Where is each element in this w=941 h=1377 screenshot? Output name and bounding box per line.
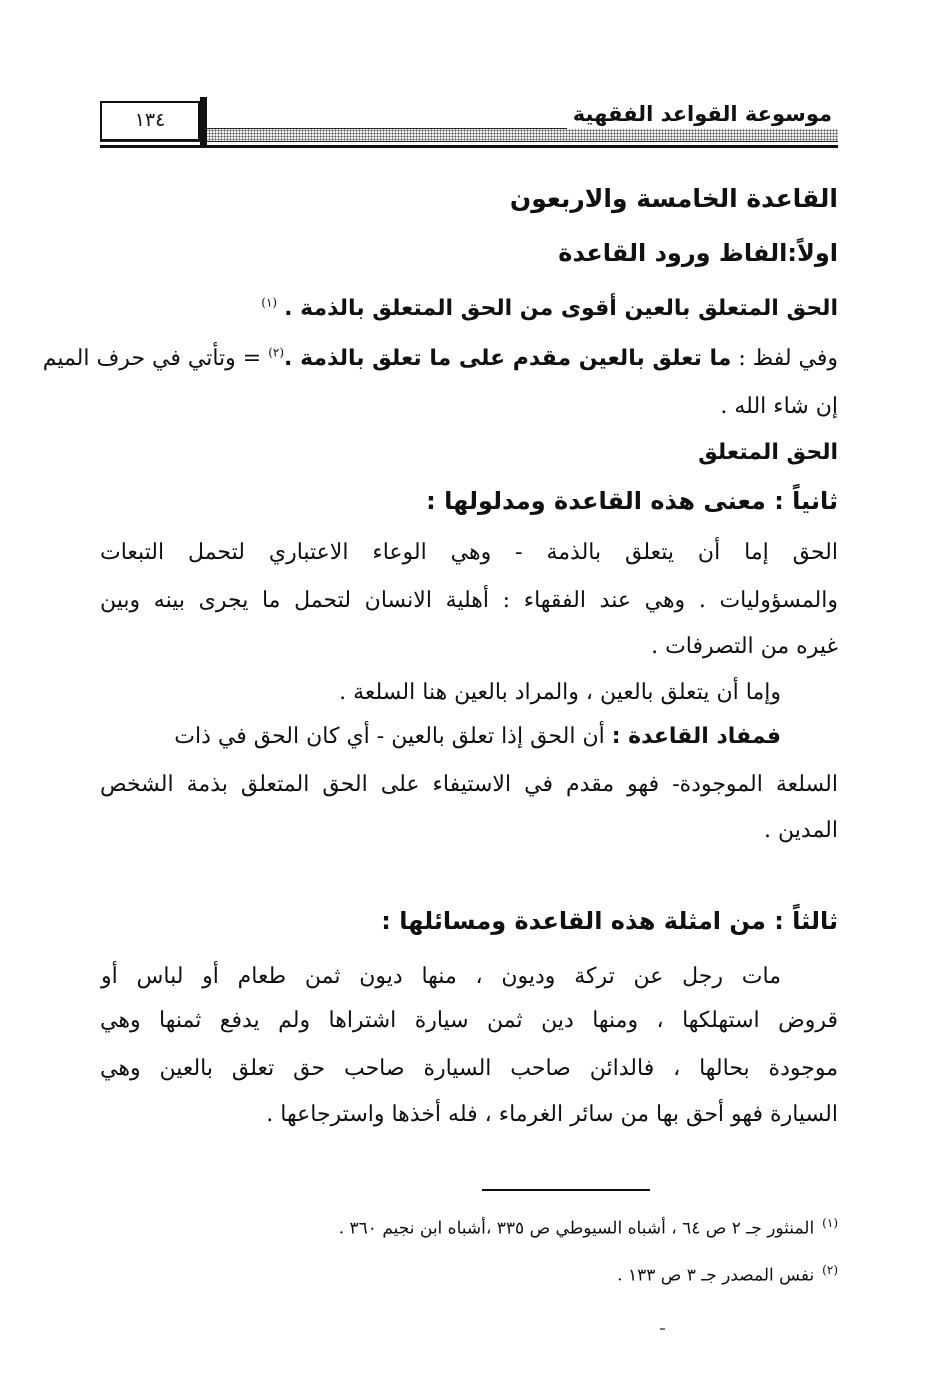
example-line-2: قروض استهلكها ، ومنها دين ثمن سيارة اشتراها ولم يدفع ثمنها وهي (100, 1008, 838, 1033)
scan-mark (660, 1328, 665, 1330)
footnote-ref-1: (١) (261, 295, 278, 310)
footnote-marker-2: (٢) (822, 1263, 838, 1277)
book-title: موسوعة القواعد الفقهية (567, 99, 838, 129)
purport-label: فمفاد القاعدة : (611, 724, 781, 749)
variant-line-2: إن شاء الله . (720, 394, 838, 419)
part3-heading: ثالثاً : من امثلة هذه القاعدة ومسائلها : (381, 907, 838, 935)
example-line-1: مات رجل عن تركة وديون ، منها ديون ثمن طعام أو لباس أو (101, 964, 781, 989)
header-rule (100, 145, 838, 148)
variant-statement: ما تعلق بالعين مقدم على ما تعلق بالذمة . (284, 346, 732, 371)
meaning-line-2: والمسؤوليات . وهي عند الفقهاء : أهلية الانسان لتحمل ما يجرى بينه وبين (100, 588, 838, 613)
rule-title: القاعدة الخامسة والاربعون (509, 184, 838, 213)
meaning-line-3: غيره من التصرفات . (651, 634, 838, 659)
rule-statement-line (100, 292, 838, 326)
part2-heading: ثانياً : معنى هذه القاعدة ومدلولها : (426, 487, 838, 515)
footnote-text-2: نفس المصدر جـ ٣ ص ١٣٣ . (617, 1265, 815, 1286)
part1-heading: اولاً:الفاظ ورود القاعدة (558, 239, 838, 267)
example-line-4: السيارة فهو أحق بها من سائر الغرماء ، فله أخذها واسترجاعها . (266, 1102, 838, 1127)
variant-suffix: = وتأتي في حرف الميم (42, 346, 269, 371)
purport-line-3: المدين . (764, 818, 838, 843)
footnote-1 (339, 1210, 838, 1242)
running-header (100, 95, 838, 157)
header-dotted-band (100, 128, 838, 142)
page-number-box (100, 101, 200, 141)
footnote-ref-2: (٢) (268, 345, 285, 360)
rule-statement: الحق المتعلق بالعين أقوى من الحق المتعلق بالذمة . (284, 296, 838, 321)
footnote-separator (482, 1189, 650, 1191)
page-number: ١٣٤ (134, 109, 166, 131)
footnote-2 (617, 1257, 838, 1289)
related-heading: الحق المتعلق (698, 440, 838, 465)
purport-text-1: أن الحق إذا تعلق بالعين - أي كان الحق في ذات (174, 724, 612, 749)
purport-line-2: السلعة الموجودة- فهو مقدم في الاستيفاء على الحق المتعلق بذمة الشخص (100, 772, 838, 797)
variant-line (42, 342, 838, 376)
footnote-text-1: المنثور جـ ٢ ص ٦٤ ، أشباه السيوطي ص ٣٣٥ ،أشباه ابن نجيم ٣٦٠ . (338, 1218, 815, 1239)
purport-line-1 (101, 720, 781, 754)
meaning-line-1: الحق إما أن يتعلق بالذمة - وهي الوعاء الاعتباري لتحمل التبعات (100, 540, 838, 565)
footnote-marker-1: (١) (822, 1216, 838, 1230)
variant-prefix: وفي لفظ : (731, 346, 838, 371)
meaning-line-4: وإما أن يتعلق بالعين ، والمراد بالعين هنا السلعة . (339, 680, 781, 705)
example-line-3: موجودة بحالها ، فالدائن صاحب السيارة صاحب حق تعلق بالعين وهي (100, 1056, 838, 1081)
